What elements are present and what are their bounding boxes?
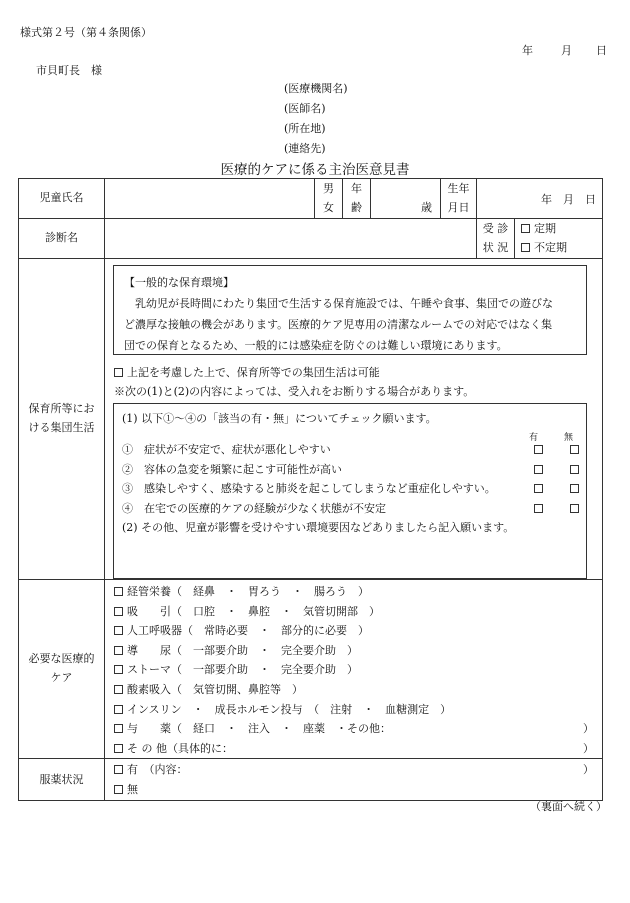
group-life-content xyxy=(105,259,603,580)
checkbox[interactable] xyxy=(114,724,123,733)
checkbox-yes[interactable] xyxy=(534,504,543,513)
care-option-tube-feeding[interactable] xyxy=(114,582,594,602)
addressee: 市貝町長 様 xyxy=(36,64,102,77)
care-option-catheter[interactable] xyxy=(114,641,594,661)
medication-status-options xyxy=(105,759,603,801)
group-life-label xyxy=(19,259,105,580)
medication-yes-label: 有 （内容： xyxy=(127,763,188,777)
visit-status-options xyxy=(515,219,603,259)
sender-address: (所在地) xyxy=(284,122,326,135)
child-name-field[interactable] xyxy=(105,179,315,219)
row-diagnosis xyxy=(19,219,603,259)
care-environment-box xyxy=(113,265,587,355)
checkbox[interactable] xyxy=(114,705,123,714)
group-life-label-b: ける集団生活 xyxy=(28,421,95,434)
medical-care-label-b: ケア xyxy=(50,671,73,685)
medication-status-label: 服薬状況 xyxy=(19,759,105,801)
checklist-item-text: ② 容体の急変を頻繁に起こす可能性が高い xyxy=(122,462,342,476)
group-life-possible-option[interactable] xyxy=(114,363,602,382)
checkbox[interactable] xyxy=(521,224,530,233)
care-option-label: ストーマ（ 一部要介助 ・ 完全要介助 ） xyxy=(127,663,358,677)
care-option-suction[interactable] xyxy=(114,602,594,622)
care-option-ventilator[interactable] xyxy=(114,621,594,641)
visit-irregular-label: 不定期 xyxy=(534,240,567,254)
medical-care-options xyxy=(105,580,603,759)
checkbox[interactable] xyxy=(114,368,123,377)
environment-line: ど濃厚な接触の機会があります。医療的ケア児専用の清潔なルームでの対応ではなく集 xyxy=(124,318,553,331)
environment-text xyxy=(124,293,586,356)
checkbox[interactable] xyxy=(521,243,530,252)
birth-label-cell xyxy=(441,179,477,219)
medication-yes-option[interactable] xyxy=(114,760,594,780)
form-number: 様式第２号（第４条関係） xyxy=(20,26,152,39)
checklist-item xyxy=(122,460,586,480)
document-title: 医療的ケアに係る主治医意見書 xyxy=(220,162,410,178)
care-option-label: インスリン ・ 成長ホルモン投与 （ 注射 ・ 血糖測定 ） xyxy=(127,702,452,716)
checklist-item-text: ③ 感染しやすく、感染すると肺炎を起こしてしまうなど重症化しやすい。 xyxy=(122,482,496,496)
visit-regular-option[interactable] xyxy=(521,220,602,239)
checkbox-yes[interactable] xyxy=(534,445,543,454)
checklist-items xyxy=(122,440,586,538)
birth-label-b: 月日 xyxy=(447,200,470,214)
visit-status-label xyxy=(477,219,515,259)
medication-no-label: 無 xyxy=(127,782,138,796)
continued-on-back: （裏面へ続く） xyxy=(530,800,607,813)
checkbox[interactable] xyxy=(114,785,123,794)
age-label-a: 年 xyxy=(351,181,362,195)
care-option-label: 吸 引（ 口腔 ・ 鼻腔 ・ 気管切開部 ） xyxy=(127,604,380,618)
date-year: 年 xyxy=(522,44,533,57)
checkbox[interactable] xyxy=(114,587,123,596)
visit-regular-label: 定期 xyxy=(534,221,556,235)
date-day: 日 xyxy=(596,44,607,57)
environment-title: 【一般的な保育環境】 xyxy=(124,276,234,289)
row-medical-care xyxy=(19,580,603,759)
sender-institution: (医療機関名) xyxy=(284,82,348,95)
care-option-label: 経管栄養（ 経鼻 ・ 胃ろう ・ 腸ろう ） xyxy=(127,585,369,598)
care-option-label: 人工呼吸器（ 常時必要 ・ 部分的に必要 ） xyxy=(127,624,369,638)
checkbox[interactable] xyxy=(114,685,123,694)
sender-doctor: (医師名) xyxy=(284,102,326,115)
checkbox-no[interactable] xyxy=(570,445,579,454)
row-child-name xyxy=(19,179,603,219)
birth-date-units: 年 月 日 xyxy=(541,192,596,206)
diagnosis-label: 診断名 xyxy=(19,219,105,259)
visit-status-a: 受 診 xyxy=(482,221,509,235)
medical-care-label xyxy=(19,580,105,759)
visit-status-b: 状 況 xyxy=(482,240,509,254)
checklist-item xyxy=(122,499,586,519)
medication-no-option[interactable] xyxy=(114,780,594,800)
checkbox-yes[interactable] xyxy=(534,465,543,474)
other-factors-prompt: (2) その他、児童が影響を受けやすい環境要因などありましたら記入願います。 xyxy=(122,521,515,535)
care-option-label: そ の 他（具体的に： xyxy=(127,741,233,755)
care-option-insulin[interactable] xyxy=(114,700,594,720)
checklist-title: (1) 以下①～④の「該当の有・無」についてチェック願います。 xyxy=(122,412,437,425)
child-name-label: 児童氏名 xyxy=(19,179,105,219)
visit-irregular-option[interactable] xyxy=(521,239,602,258)
checkbox[interactable] xyxy=(114,607,123,616)
checkbox-yes[interactable] xyxy=(534,484,543,493)
refusal-note: ※次の(1)と(2)の内容によっては、受入れをお断りする場合があります。 xyxy=(114,385,475,398)
care-option-label: 与 薬（ 経口 ・ 注入 ・ 座薬 ・その他： xyxy=(127,722,391,736)
care-option-label: 導 尿（ 一部要介助 ・ 完全要介助 ） xyxy=(127,643,358,657)
sex-cell[interactable] xyxy=(315,179,343,219)
care-option-label: 酸素吸入（ 気管切開、鼻腔等 ） xyxy=(127,682,303,696)
birth-label-a: 生年 xyxy=(447,181,470,195)
diagnosis-field[interactable] xyxy=(105,219,477,259)
checklist-item xyxy=(122,479,586,499)
checklist-item-text: ① 症状が不安定で、症状が悪化しやすい xyxy=(122,443,331,456)
sex-female: 女 xyxy=(323,200,334,214)
checkbox[interactable] xyxy=(114,646,123,655)
care-option-medication[interactable] xyxy=(114,719,594,739)
checklist-item-text: ④ 在宅での医療的ケアの経験が少なく状態が不安定 xyxy=(122,501,386,515)
age-label-b: 齢 xyxy=(351,200,362,214)
environment-line: 乳幼児が長時間にわたり集団で生活する保育施設では、午睡や食事、集団での遊びな xyxy=(135,297,553,310)
age-field[interactable] xyxy=(371,179,441,219)
checkbox-no[interactable] xyxy=(570,465,579,474)
age-label-cell xyxy=(343,179,371,219)
birth-date-field[interactable] xyxy=(477,179,603,219)
care-option-stoma[interactable] xyxy=(114,660,594,680)
medical-care-label-a: 必要な医療的 xyxy=(28,652,95,666)
opinion-form-table xyxy=(18,178,603,801)
row-group-life xyxy=(19,259,603,580)
environment-line: 団での保育となるため、一般的には感染症を防ぐのは難しい環境にあります。 xyxy=(124,339,508,352)
checkbox-no[interactable] xyxy=(570,484,579,493)
care-option-other[interactable] xyxy=(114,739,594,759)
group-life-possible-label: 上記を考慮した上で、保育所等での集団生活は可能 xyxy=(127,366,380,379)
sex-male: 男 xyxy=(323,181,334,195)
row-medication-status xyxy=(19,759,603,801)
age-unit: 歳 xyxy=(421,201,432,214)
care-option-oxygen[interactable] xyxy=(114,680,594,700)
checkbox-no[interactable] xyxy=(570,504,579,513)
sender-contact: (連絡先) xyxy=(284,142,326,155)
condition-checklist-box xyxy=(113,403,587,579)
closing-paren: ） xyxy=(583,741,594,755)
checkbox[interactable] xyxy=(114,765,123,774)
column-yes-header: 有 xyxy=(529,433,539,443)
closing-paren: ） xyxy=(583,722,594,736)
checkbox[interactable] xyxy=(114,626,123,635)
checklist-item xyxy=(122,440,586,460)
checkbox[interactable] xyxy=(114,665,123,674)
group-life-label-a: 保育所等にお xyxy=(28,402,95,416)
column-no-header: 無 xyxy=(564,433,574,443)
date-month: 月 xyxy=(561,44,572,57)
closing-paren: ） xyxy=(583,763,594,777)
checkbox[interactable] xyxy=(114,744,123,753)
